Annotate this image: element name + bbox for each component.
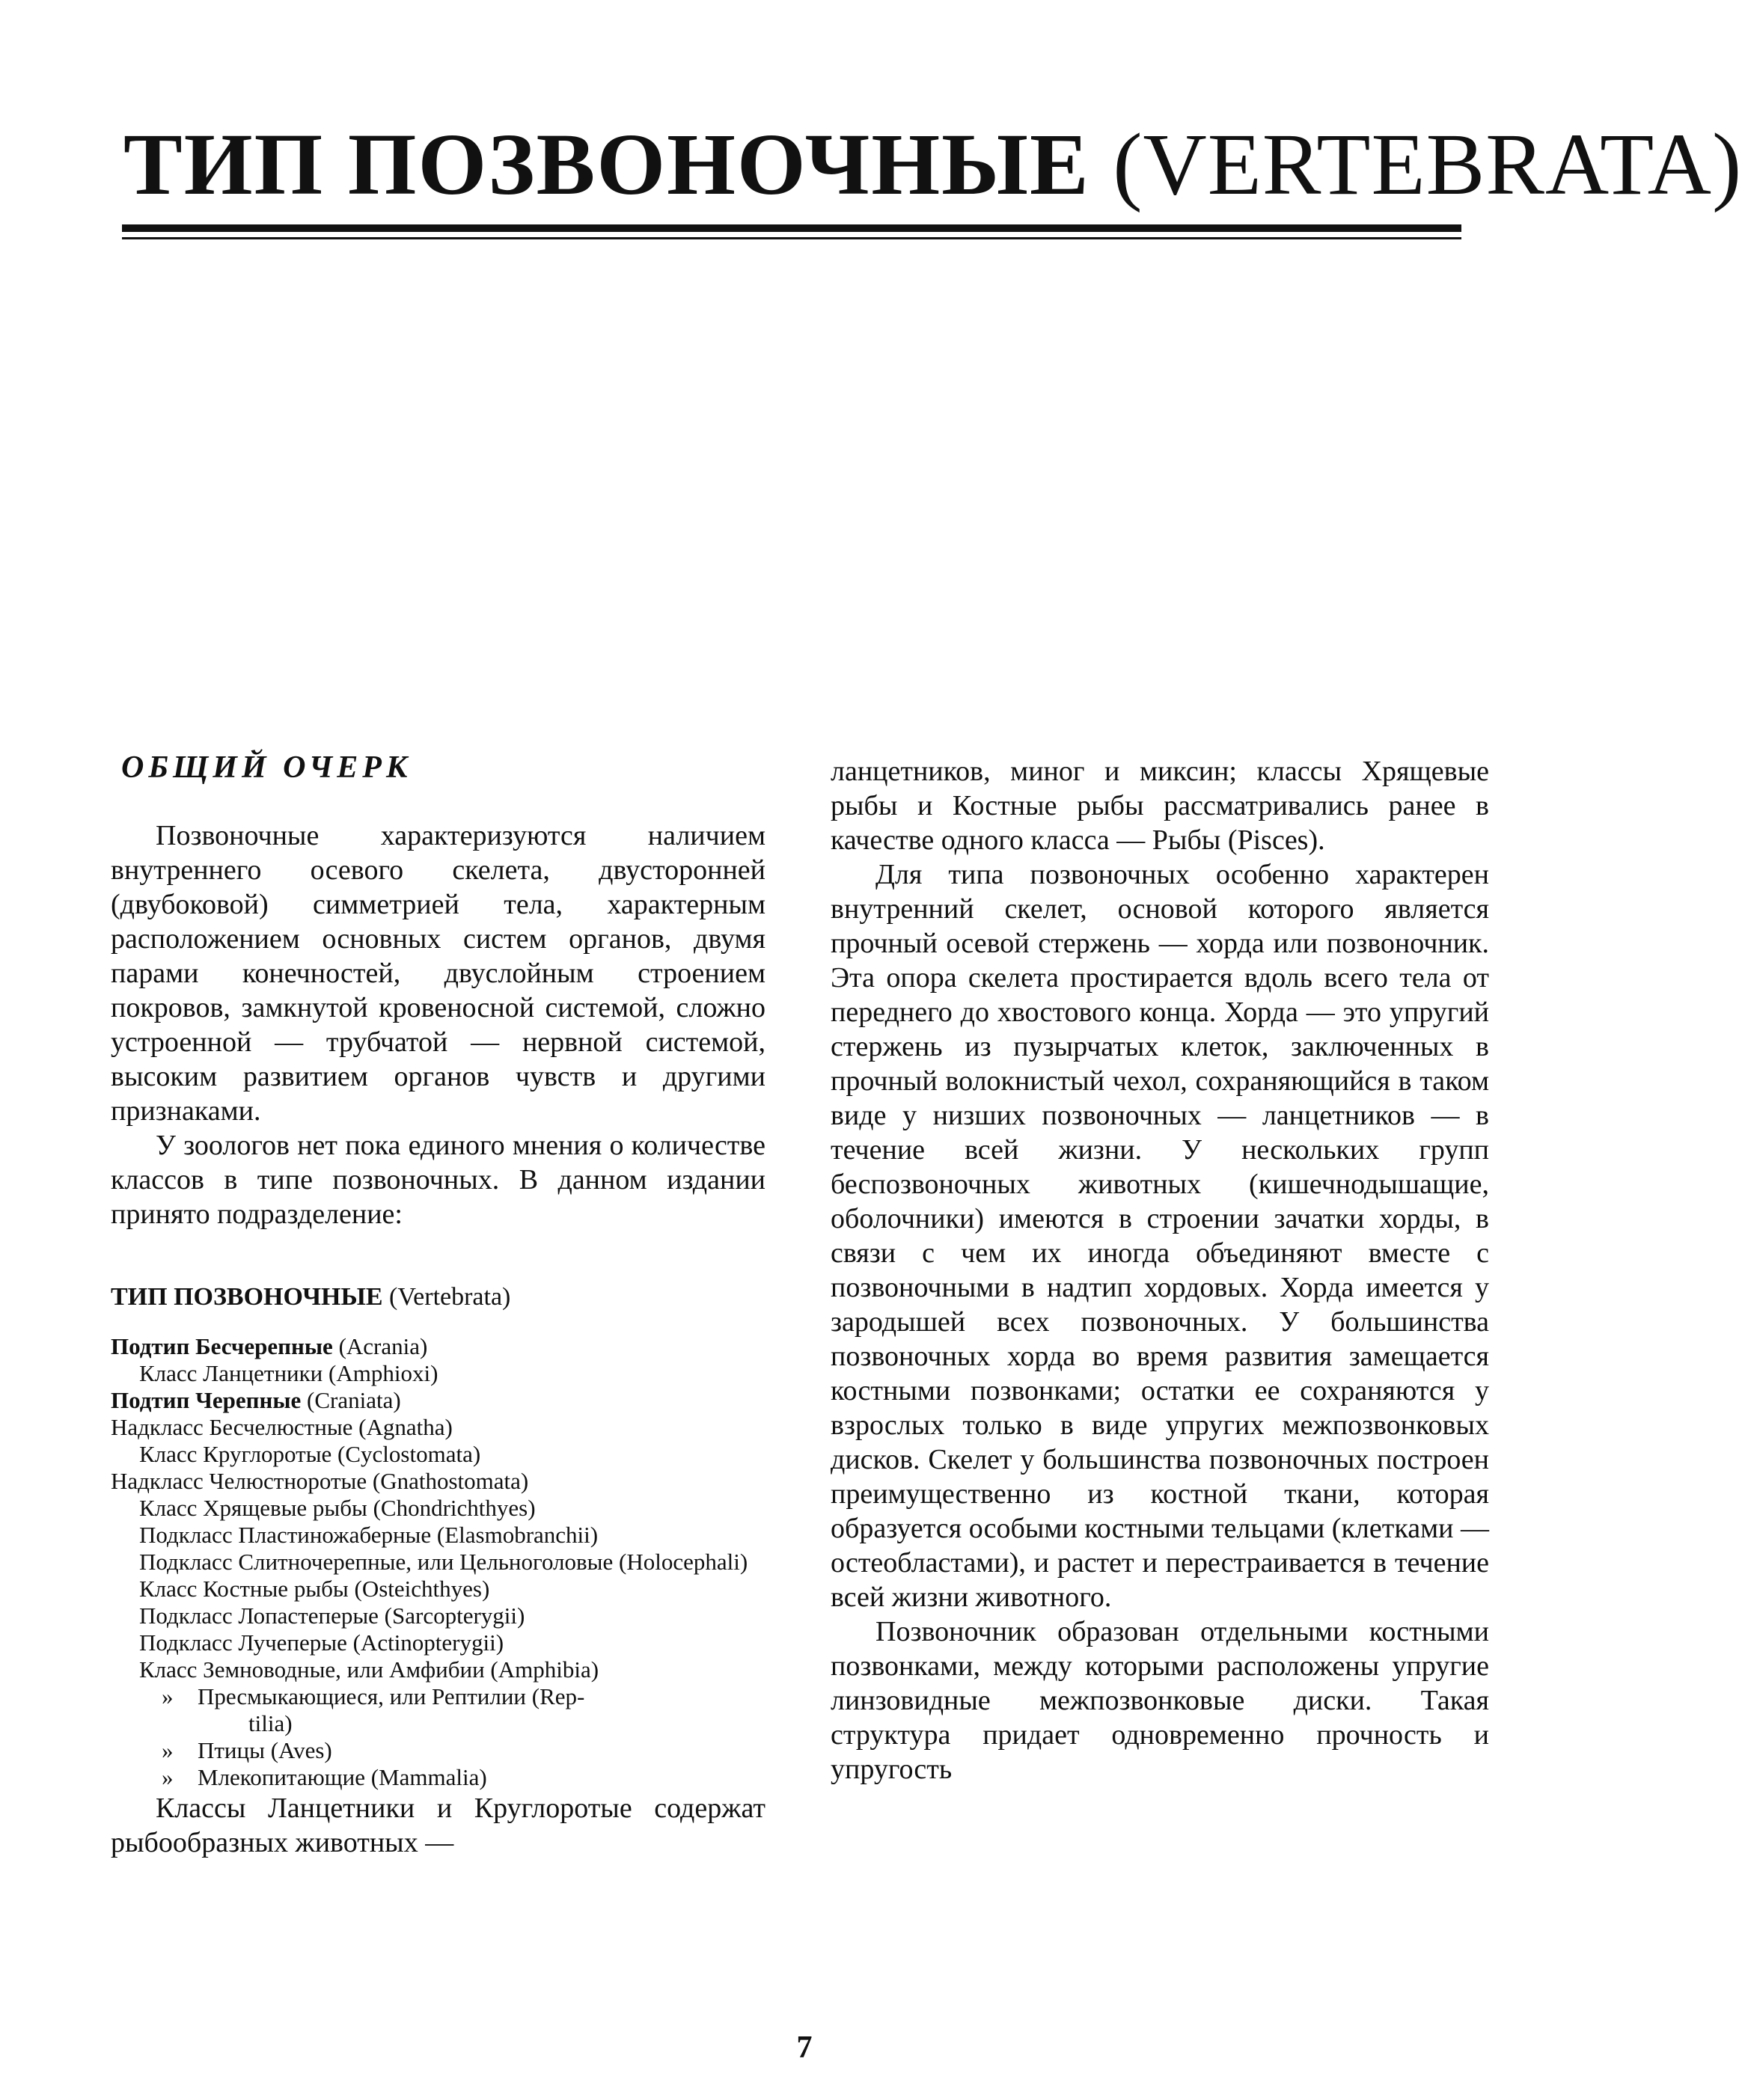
subtype-craniata-latin: (Craniata) — [307, 1387, 401, 1413]
class-mammalia-text: Млекопитающие (Mammalia) — [198, 1764, 487, 1790]
superclass-agnatha: Надкласс Бесчелюстные (Agnatha) — [111, 1414, 453, 1440]
spine-paragraph: Позвоночник образован отдельными костными позвонками, между которыми расположены упругие линзовидные межпозвонковые диски. Такая структура придает одновременно прочность и упругость — [831, 1616, 1489, 1785]
left-column — [111, 748, 765, 1860]
class-chondrichthyes: Класс Хрящевые рыбы (Chondrichthyes) — [139, 1495, 536, 1521]
page-number: 7 — [796, 2030, 813, 2065]
page-title — [123, 112, 1742, 217]
right-column — [831, 754, 1489, 1787]
ditto-mark: » — [162, 1737, 174, 1763]
ditto-mark: » — [162, 1683, 174, 1709]
class-lancelets: Класс Ланцетники (Amphioxi) — [139, 1360, 438, 1386]
subclass-elasmobranchii: Подкласс Пластиножаберные (Elasmobranchii) — [139, 1522, 599, 1548]
class-cyclostomata: Класс Круглоротые (Cyclostomata) — [139, 1441, 481, 1467]
subclass-sarcopterygii: Подкласс Лопастеперые (Sarcopterygii) — [139, 1602, 525, 1629]
subclass-actinopterygii: Подкласс Лучеперые (Actinopterygii) — [139, 1629, 504, 1656]
title-russian: ТИП ПОЗВОНОЧНЫЕ — [123, 115, 1090, 213]
classification-heading — [111, 1284, 765, 1311]
classification-heading-latin: (Vertebrata) — [389, 1283, 511, 1311]
subtype-acrania — [111, 1333, 765, 1360]
skeleton-paragraph: Для типа позвоночных особенно характерен внутренний скелет, основой которого является прочный осевой стержень — хорда или позвоночник. Эта опора скелета простирается вдоль всего тела от переднего до хвостового конца. Хорда — это упругий стержень из пузырчатых клеток, заключенных в прочный волокнистый чехол, сохраняющийся в таком виде у низших позвоночных — ланцетников — в течение всей жизни. У нескольких групп беспозвоночных животных (кишечнодышащие, оболочники) имеются в строении зачатки хорды, в связи с чем их иногда объединяют вместе с позвоночными в надтип хордовых. Хорда имеется у зародышей всех позвоночных. У большинства позвоночных хорда во время развития замещается костными позвонками; остатки ее сохраняются у взрослых только в виде упругих межпозвонковых дисков. Скелет у большинства позвоночных построен преимущественно из костной ткани, которая образуется особыми костными тельцами (клетками — остеобластами), и растет и перестраивается в течение всей жизни животного. — [831, 859, 1489, 1613]
class-aves-text: Птицы (Aves) — [198, 1737, 332, 1763]
section-heading: ОБЩИЙ ОЧЕРК — [121, 750, 412, 785]
intro-paragraph: Позвоночные характеризуются наличием внутреннего осевого скелета, двусторонней (двубоковой) симметрией тела, характерным расположением основных систем органов, двумя парами конечностей, двуслойным строением покровов, замкнутой кровеносной системой, сложно устроенной — трубчатой — нервной системой, высоким развитием органов чувств и другими признаками. — [111, 820, 765, 1127]
title-latin: (VERTEBRATA) — [1113, 115, 1742, 213]
subclass-holocephali: Подкласс Слитночерепные, или Цельноголовые (Holocephali) — [139, 1549, 748, 1575]
classes-paragraph: У зоологов нет пока единого мнения о количестве классов в типе позвоночных. В данном издании принято подразделение: — [111, 1130, 765, 1230]
class-reptilia-continuation: tilia) — [248, 1710, 293, 1736]
class-reptilia — [111, 1683, 765, 1737]
superclass-gnathostomata: Надкласс Челюстноротые (Gnathostomata) — [111, 1468, 529, 1494]
classification-heading-bold: ТИП ПОЗВОНОЧНЫЕ — [111, 1283, 383, 1311]
classification-list — [111, 1284, 765, 1791]
ditto-mark: » — [162, 1764, 174, 1790]
subtype-acrania-latin: (Acrania) — [338, 1333, 428, 1359]
continuation-paragraph: ланцетников, миног и миксин; классы Хрящевые рыбы и Костные рыбы рассматривались ранее в качестве одного класса — Рыбы (Pisces). — [831, 756, 1489, 856]
title-rule-thin — [122, 237, 1461, 239]
subtype-craniata-bold: Подтип Черепные — [111, 1387, 302, 1413]
class-amphibia: Класс Земноводные, или Амфибии (Amphibia) — [139, 1656, 599, 1683]
closing-paragraph: Классы Ланцетники и Круглоротые содержат рыбообразных животных — — [111, 1793, 765, 1858]
subtype-craniata — [111, 1387, 765, 1414]
class-mammalia — [111, 1764, 765, 1791]
class-aves — [111, 1737, 765, 1764]
class-reptilia-text: Пресмыкающиеся, или Рептилии (Rep- — [198, 1683, 585, 1709]
subtype-acrania-bold: Подтип Бесчерепные — [111, 1333, 333, 1359]
title-rule-thick — [122, 224, 1461, 232]
class-osteichthyes: Класс Костные рыбы (Osteichthyes) — [139, 1576, 490, 1602]
